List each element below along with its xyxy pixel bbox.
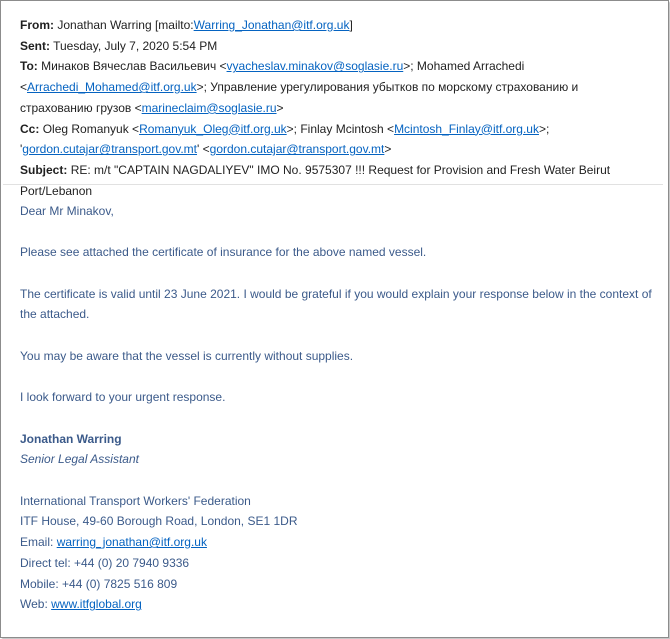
cc-label: Cc: (20, 121, 40, 136)
sent-label: Sent: (20, 38, 50, 53)
signature-address: ITF House, 49-60 Borough Road, London, SE1 1DR (20, 514, 298, 529)
to-name-3: >; Управление урегулирования убытков по морскому страхованию и страхованию грузов < (20, 80, 579, 115)
signature-web-line (20, 594, 660, 615)
signature-web-label: Web: (20, 597, 52, 612)
signature-direct-tel: Direct tel: +44 (0) 20 7940 9336 (20, 555, 190, 570)
paragraph-4: I look forward to your urgent response. (20, 390, 226, 405)
subject-line (20, 160, 648, 201)
signature-email-link[interactable]: warring_jonathan@itf.org.uk (56, 535, 207, 550)
to-name-2: >; Mohamed Arrachedi < (20, 59, 525, 95)
email-header (3, 5, 663, 198)
cc-name-2: >; Finlay Mcintosh < (286, 121, 395, 136)
greeting: Dear Mr Minakov, (20, 204, 114, 218)
email-body (20, 201, 660, 615)
to-end: > (276, 100, 284, 115)
cc-email-link-3a[interactable]: gordon.cutajar@transport.gov.mt (22, 142, 198, 157)
subject-label: Subject: (20, 162, 68, 177)
from-line (20, 15, 648, 36)
sent-value: Tuesday, July 7, 2020 5:54 PM (53, 38, 218, 53)
to-email-link-2[interactable]: Arrachedi_Mohamed@itf.org.uk (27, 80, 197, 95)
from-email-link[interactable]: Warring_Jonathan@itf.org.uk (193, 18, 350, 32)
to-line (20, 56, 648, 118)
signature-mobile: Mobile: +44 (0) 7825 516 809 (20, 576, 178, 591)
paragraph-3: You may be aware that the vessel is currently without supplies. (20, 348, 354, 363)
to-email-link-3[interactable]: marineclaim@soglasie.ru (141, 100, 277, 115)
cc-email-link-3b[interactable]: gordon.cutajar@transport.gov.mt (209, 142, 385, 157)
from-close: ] (349, 18, 353, 32)
signature-name: Jonathan Warring (20, 431, 122, 446)
signature-email-label: Email: (20, 535, 57, 550)
signature-org: International Transport Workers' Federation (20, 493, 251, 508)
cc-quote-open: ' (20, 142, 23, 157)
cc-name-1: Oleg Romanyuk < (42, 121, 140, 136)
to-label: To: (20, 59, 38, 74)
cc-mid: ' < (197, 142, 210, 157)
from-name: Jonathan Warring [mailto: (57, 18, 194, 32)
signature-email-line (20, 532, 660, 553)
cc-line (20, 119, 648, 160)
cc-email-link-1[interactable]: Romanyuk_Oleg@itf.org.uk (139, 121, 287, 136)
to-name-1: Минаков Вячеслав Васильевич < (41, 59, 227, 74)
cc-email-link-2[interactable]: Mcintosh_Finlay@itf.org.uk (394, 121, 539, 136)
to-email-link-1[interactable]: vyacheslav.minakov@soglasie.ru (226, 59, 404, 74)
subject-value: RE: m/t "CAPTAIN NAGDALIYEV" IMO No. 9575307 !!! Request for Provision and Fresh Water Beirut Port/Lebanon (20, 162, 611, 198)
cc-sep: >; (538, 121, 550, 136)
signature-title: Senior Legal Assistant (20, 452, 139, 467)
signature-web-link[interactable]: www.itfglobal.org (51, 597, 142, 612)
cc-end: > (384, 142, 392, 157)
sent-line (20, 36, 648, 57)
from-label: From: (20, 18, 54, 32)
paragraph-1: Please see attached the certificate of insurance for the above named vessel. (20, 245, 427, 260)
paragraph-2: The certificate is valid until 23 June 2021. I would be grateful if you would explain your response below in the context of the attached. (20, 286, 652, 322)
